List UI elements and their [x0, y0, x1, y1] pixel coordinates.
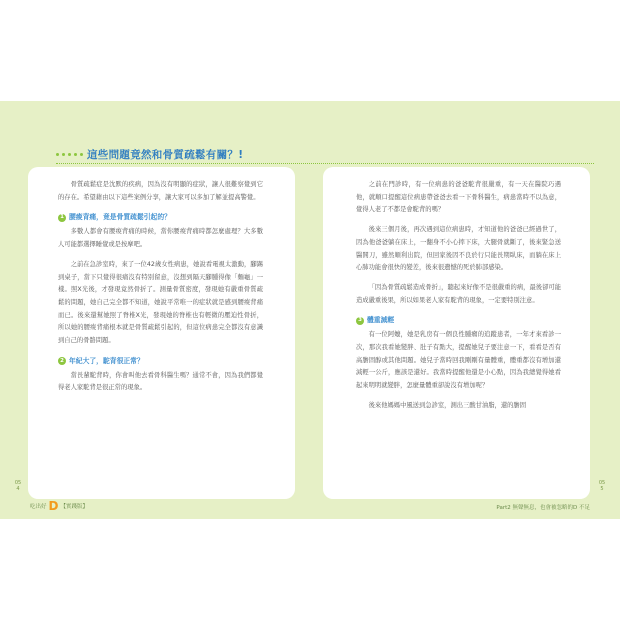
paragraph: 有一位阿嬤，她是乳房有一個良性腫瘤的追蹤患者，一年才來看診一次，那次我看她變胖、肚子有點大，提醒她兒子要注意一下，看看是否有高膽固醇或其他問題。她兒子當時回我剛剛有量體重，體重都沒有增加還減輕一公斤，應該是還好。我當時提醒他還是小心點，因為我總覺得她看起來明明就變胖，怎麼量體重卻說沒有增加呢？ — [356, 331, 561, 390]
header-divider — [56, 163, 594, 164]
left-running-footer — [30, 500, 88, 512]
right-text-column — [356, 179, 561, 420]
paragraph: 之前在門診時，有一位病患的爸爸駝背很嚴重，有一天在醫院巧遇他，就順口提醒這位病患帶爸爸去看一下骨科醫生，病患當時不以為意，覺得人老了不都是會駝背的嗎？ — [356, 181, 561, 214]
right-page-card — [323, 167, 590, 499]
paragraph: 多數人都會有腰痠背痛的時候，當你腰痠背痛時都怎麼處理？大多數人可能都選擇睡覺或是按摩吧。 — [58, 228, 263, 249]
chapter-title: 這些問題竟然和骨質疏鬆有關？! — [87, 148, 244, 161]
book-title-suffix: 【實踐版】 — [60, 504, 88, 510]
paragraph: 「因為骨質疏鬆造成骨折」，聽起來好像不是很嚴重的病，最後卻可能造成嚴重後果，所以如果老人家有駝背的現象，一定要特別注意。 — [356, 283, 561, 304]
right-page-number: 055 — [598, 480, 606, 492]
paragraph: 後來三個月後，再次遇到這位病患時，才知道他的爸爸已經過世了，因為他爸爸躺在床上，一翻身不小心摔下床，大腿骨就斷了，後來緊急送醫開刀，雖然順利出院，但回家後因不良於行只能長期臥床，而躺在床上心肺功能會很快的變差，後來很遺憾的死於肺部感染。 — [356, 226, 561, 272]
section-heading-3 — [356, 314, 561, 327]
dot-bullets-icon — [56, 153, 83, 156]
section-heading-text: 年紀大了，駝背很正常？ — [69, 356, 144, 365]
brand-d-logo: D — [48, 499, 59, 513]
section-heading-1 — [58, 211, 263, 224]
book-title-prefix: 吃出好 — [30, 504, 47, 510]
left-text-column — [58, 179, 263, 402]
section-number-icon: 2 — [58, 357, 66, 365]
left-page-card — [28, 167, 295, 499]
paragraph: 後來他媽媽中風送到急診室，測出三酸甘油脂，還的膽固 — [368, 401, 527, 409]
section-heading-text: 腰痠背痛，竟是骨質疏鬆引起的？ — [69, 213, 171, 222]
chapter-header — [56, 145, 243, 163]
paragraph: 當長輩駝背時，你會叫他去看骨科醫生嗎？通常不會，因為我們都覺得老人家駝背是很正常的現象。 — [58, 371, 263, 392]
section-number-icon: 3 — [356, 317, 364, 325]
section-number-icon: 1 — [58, 214, 66, 222]
intro-paragraph: 骨質疏鬆症是沈默的疾病，因為沒有明顯的症狀，讓人很難察覺到它的存在。希望藉由以下這些案例分享，讓大家可以多加了解並提高警覺。 — [58, 181, 263, 201]
left-page-number: 054 — [14, 480, 22, 492]
paragraph: 之前在急診室時，來了一位42歲女性病患，她說看電視太激動，腳踢到桌子，當下只覺得很痛沒有特別留意，沒想到隔天腳腫得像「麵龜」一樣。照X光後，才發現竟然骨折了。測量骨質密度，發現她有嚴重骨質疏鬆的問題，她自己完全都不知道，她說平常唯一的症狀就是感到腰痠背痛而已。後來還幫她照了脊椎X光，發現她的脊椎也有輕微的壓迫性骨折，所以她的腰痠背痛根本就是骨質疏鬆引起的，但這位病患完全都沒有意識到自己的骨骼問題。 — [58, 260, 263, 345]
section-heading-text: 體重減輕 — [367, 316, 395, 325]
section-heading-2 — [58, 355, 263, 368]
right-running-footer: Part2 無聲無息，也會被忽略的D 不足 — [496, 505, 590, 511]
